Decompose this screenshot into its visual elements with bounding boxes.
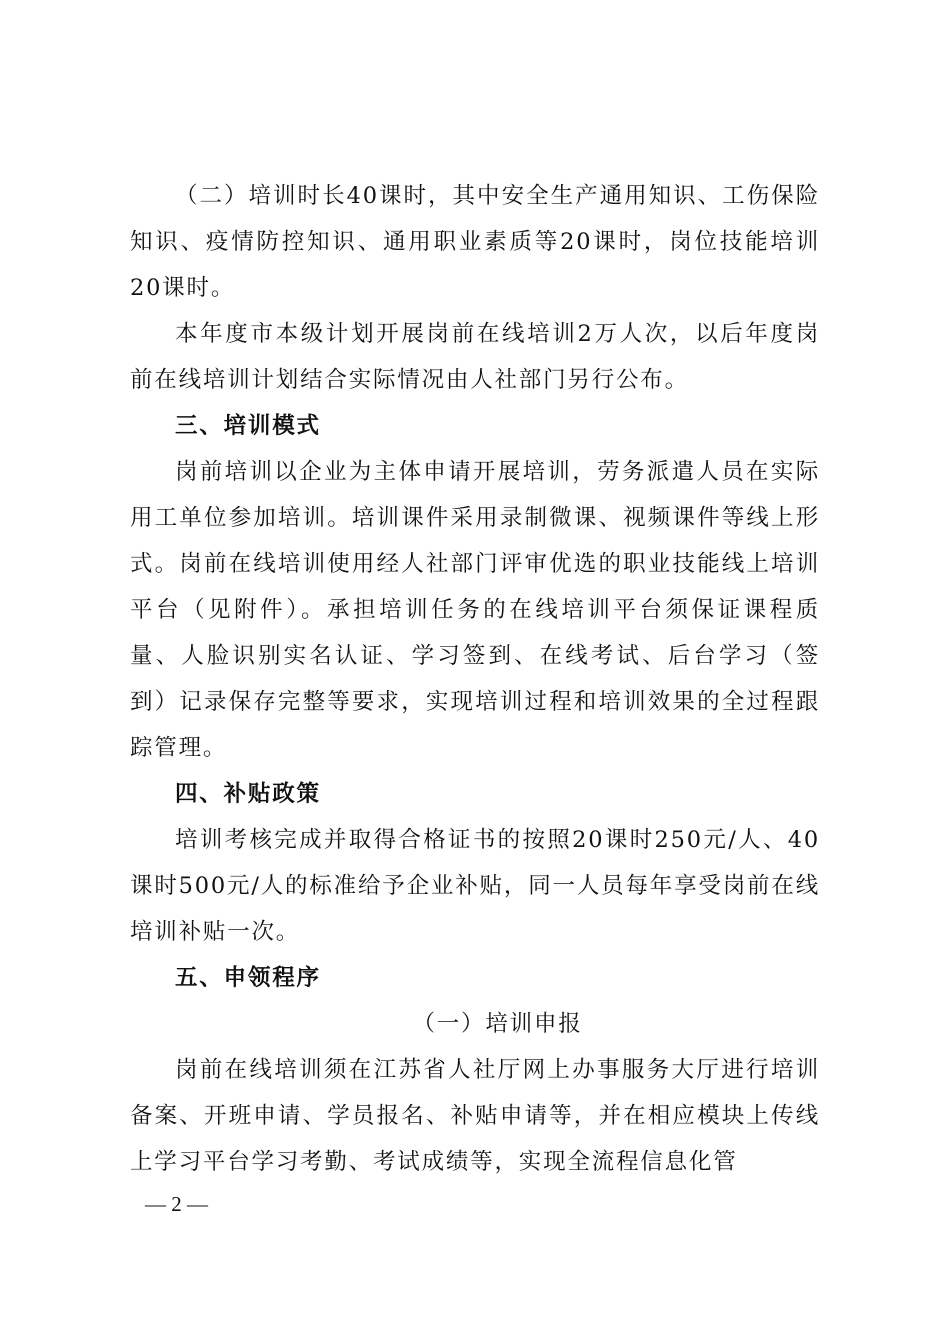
section-heading-subsidy-policy: 四、补贴政策 <box>175 781 321 807</box>
section-heading-training-mode: 三、培训模式 <box>175 413 321 439</box>
subsection-heading-training-declaration: （一）培训申报 <box>412 1011 583 1037</box>
paragraph-training-hours: （二）培训时长40课时，其中安全生产通用知识、工伤保险知识、疫情防控知识、通用职业素质等20课时，岗位技能培训20课时。 <box>130 183 820 301</box>
paragraph-annual-plan: 本年度市本级计划开展岗前在线培训2万人次，以后年度岗前在线培训计划结合实际情况由人社部门另行公布。 <box>130 321 820 393</box>
paragraph-subsidy-policy: 培训考核完成并取得合格证书的按照20课时250元/人、40课时500元/人的标准给予企业补贴，同一人员每年享受岗前在线培训补贴一次。 <box>130 827 820 945</box>
document-body <box>130 173 820 1185</box>
page-number: — 2 — <box>145 1192 208 1216</box>
paragraph-training-mode: 岗前培训以企业为主体申请开展培训，劳务派遣人员在实际用工单位参加培训。培训课件采用录制微课、视频课件等线上形式。岗前在线培训使用经人社部门评审优选的职业技能线上培训平台（见附件）。承担培训任务的在线培训平台须保证课程质量、人脸识别实名认证、学习签到、在线考试、后台学习（签到）记录保存完整等要求，实现培训过程和培训效果的全过程跟踪管理。 <box>130 459 820 761</box>
section-heading-application-procedure: 五、申领程序 <box>175 965 321 991</box>
paragraph-training-declaration: 岗前在线培训须在江苏省人社厅网上办事服务大厅进行培训备案、开班申请、学员报名、补贴申请等，并在相应模块上传线上学习平台学习考勤、考试成绩等，实现全流程信息化管 <box>130 1057 820 1175</box>
